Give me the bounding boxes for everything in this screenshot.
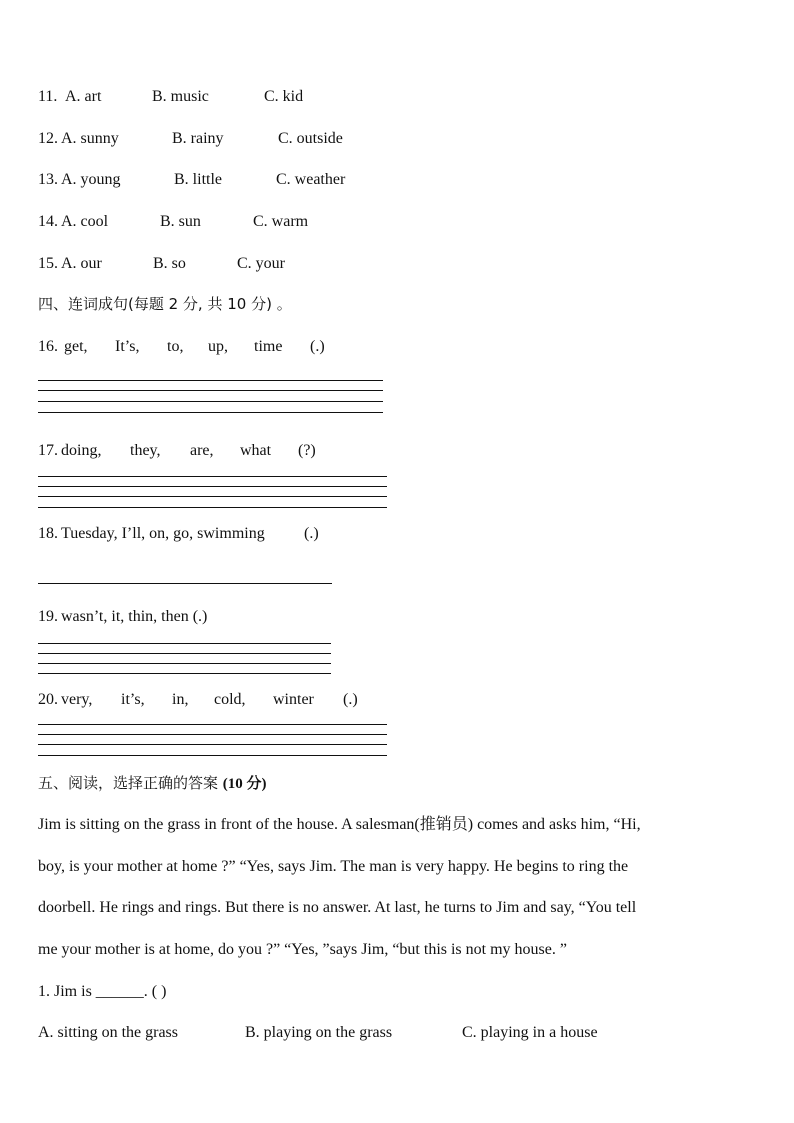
writing-line (38, 744, 387, 745)
writing-line (38, 390, 383, 391)
writing-line (38, 673, 331, 674)
question-number: 11. (38, 88, 58, 105)
writing-line (38, 476, 387, 477)
question-number: 12. (38, 130, 58, 147)
option-c: C. warm (253, 213, 309, 230)
word: to, (167, 338, 184, 355)
option-a: A. cool (61, 213, 109, 230)
writing-line (38, 653, 331, 654)
word: wasn’t, it, thin, then (.) (61, 608, 208, 625)
writing-line (38, 496, 387, 497)
option-a: A. art (65, 88, 102, 105)
option-a: A. young (61, 171, 121, 188)
option-b: B. rainy (172, 130, 224, 147)
option-b: B. so (153, 255, 186, 272)
option-c: C. kid (264, 88, 304, 105)
question-number: 17. (38, 442, 58, 459)
section-5-heading (38, 773, 267, 794)
writing-line (38, 734, 387, 735)
word: (.) (343, 691, 358, 708)
reading-line: doorbell. He rings and rings. But there is no answer. At last, he turns to Jim and say, “You tell (38, 899, 637, 916)
word: are, (190, 442, 214, 459)
option-b: B. playing on the grass (245, 1024, 393, 1041)
question-number: 20. (38, 691, 58, 708)
word: (?) (298, 442, 316, 459)
word: doing, (61, 442, 102, 459)
reading-question-1: 1. Jim is ______. ( ) (38, 983, 167, 1000)
option-b: B. music (152, 88, 209, 105)
writing-line (38, 380, 383, 381)
word: Tuesday, I’ll, on, go, swimming (61, 525, 265, 542)
option-a: A. sitting on the grass (38, 1024, 178, 1041)
word: up, (208, 338, 228, 355)
option-b: B. little (174, 171, 222, 188)
writing-line (38, 486, 387, 487)
word: they, (130, 442, 161, 459)
word: it’s, (121, 691, 145, 708)
writing-line (38, 412, 383, 413)
question-number: 14. (38, 213, 58, 230)
word: get, (64, 338, 88, 355)
writing-line (38, 507, 387, 508)
reading-line: Jim is sitting on the grass in front of the house. A salesman(推销员) comes and asks him, “Hi, (38, 816, 641, 833)
word: cold, (214, 691, 246, 708)
word: (.) (304, 525, 319, 542)
option-c: C. playing in a house (462, 1024, 598, 1041)
section-4-heading: 四、连词成句(每题 2 分, 共 10 分) 。 (38, 295, 292, 313)
writing-line (38, 583, 332, 584)
option-a: A. our (61, 255, 102, 272)
word: in, (172, 691, 189, 708)
writing-line (38, 643, 331, 644)
word: very, (61, 691, 93, 708)
option-a: A. sunny (61, 130, 119, 147)
section-5-score: (10 分) (222, 776, 267, 792)
writing-line (38, 663, 331, 664)
option-b: B. sun (160, 213, 201, 230)
option-c: C. weather (276, 171, 346, 188)
question-number: 16. (38, 338, 58, 355)
reading-line: me your mother is at home, do you ?” “Yes, ”says Jim, “but this is not my house. ” (38, 941, 567, 958)
option-c: C. your (237, 255, 285, 272)
writing-line (38, 755, 387, 756)
word: what (240, 442, 272, 459)
writing-line (38, 401, 383, 402)
word: time (254, 338, 283, 355)
section-5-title: 五、阅读，选择正确的答案 (38, 774, 219, 792)
question-number: 19. (38, 608, 58, 625)
word: It’s, (115, 338, 140, 355)
question-number: 15. (38, 255, 58, 272)
option-c: C. outside (278, 130, 343, 147)
word: winter (273, 691, 314, 708)
question-number: 18. (38, 525, 58, 542)
question-number: 13. (38, 171, 58, 188)
reading-line: boy, is your mother at home ?” “Yes, says Jim. The man is very happy. He begins to ring the (38, 858, 629, 875)
writing-line (38, 724, 387, 725)
word: (.) (310, 338, 325, 355)
